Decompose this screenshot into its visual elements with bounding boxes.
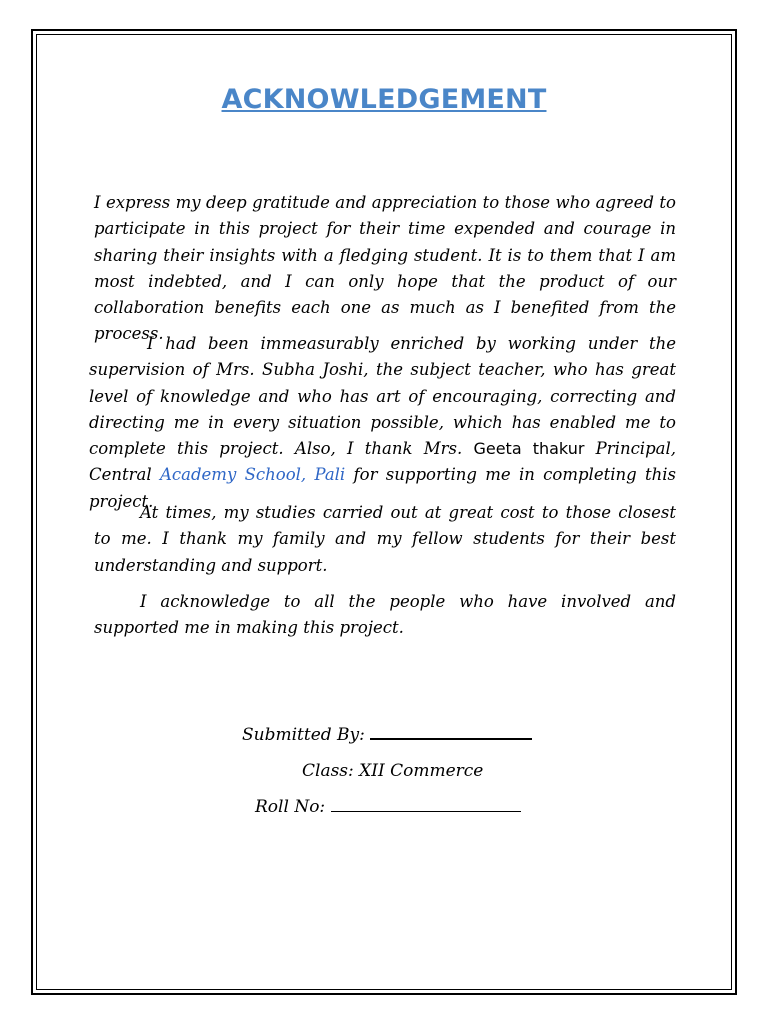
- page-title: ACKNOWLEDGEMENT: [221, 84, 547, 115]
- paragraph-gratitude-text: I express my deep gratitude and appreciation to those who agreed to participate in this project for their time expended and courage in sharing their insights with a fledging student. It is to them that I am most indebted, and I can only hope that the product of our collaboration benefits each one as much as I benefited from the process.: [94, 193, 676, 344]
- supervision-closing-text: for supporting me in completing this project.: [89, 465, 677, 511]
- principal-text: Principal, Central: [89, 439, 677, 485]
- class-line: [302, 761, 483, 781]
- roll-no-blank: [331, 811, 521, 812]
- roll-no-line: [255, 797, 521, 817]
- submitted-by-line: [242, 725, 532, 745]
- submitted-by-blank: [370, 738, 532, 740]
- school-name: Academy School, Pali: [159, 465, 346, 485]
- class-label: Class:: [302, 761, 354, 781]
- principal-name: Geeta thakur: [473, 439, 585, 459]
- paragraph-supervision: [89, 331, 676, 515]
- paragraph-acknowledge: [94, 589, 676, 642]
- paragraph-acknowledge-text: I acknowledge to all the people who have involved and supported me in making this project.: [94, 592, 676, 638]
- roll-no-label: Roll No:: [255, 797, 326, 817]
- paragraph-family-text: At times, my studies carried out at great cost to those closest to me. I thank my family and my fellow students for their best understanding and support.: [94, 503, 676, 575]
- submitted-by-label: Submitted By:: [242, 725, 365, 745]
- supervision-text: I had been immeasurably enriched by working under the supervision of Mrs. Subha Joshi, the subject teacher, who has great level of knowledge and who has art of encouraging, correcting and directing me in every situation possible, which has enabled me to complete this project. Also, I thank Mrs.: [89, 334, 676, 459]
- paragraph-gratitude: [94, 190, 676, 348]
- class-value: XII Commerce: [359, 761, 484, 781]
- paragraph-family: [94, 500, 676, 579]
